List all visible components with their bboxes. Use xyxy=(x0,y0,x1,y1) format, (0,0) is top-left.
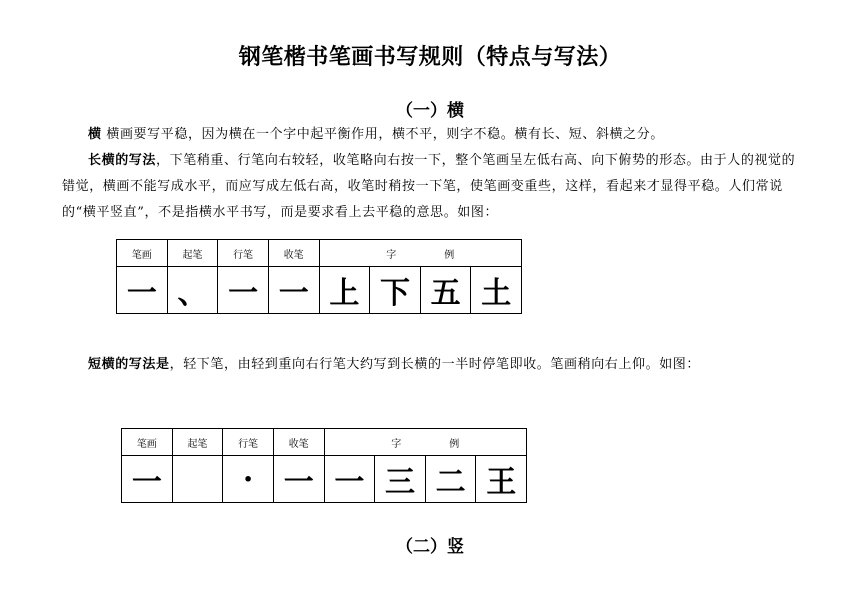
paragraph-long-heng xyxy=(62,148,802,226)
cell-example-2: 三 xyxy=(375,456,426,503)
text-short-heng: ，轻下笔，由轻到重向右行笔大约写到长横的一半时停笔即收。笔画稍向右上仰。如图： xyxy=(169,357,701,372)
section-heading-shu: （二）竖 xyxy=(396,537,464,557)
stroke-table-long-heng xyxy=(116,239,522,314)
term-heng: 横 xyxy=(88,127,102,142)
header-qibi: 起笔 xyxy=(172,429,223,456)
cell-xingbi: 一 xyxy=(218,267,269,314)
cell-example-4: 王 xyxy=(476,456,527,503)
cell-xingbi: · xyxy=(223,456,274,503)
table-header-row xyxy=(117,240,522,267)
paragraph-heng-intro xyxy=(62,122,802,148)
cell-example-3: 五 xyxy=(420,267,471,314)
section-heading-heng: （一）横 xyxy=(396,101,464,121)
page-title: 钢笔楷书笔画书写规则（特点与写法） xyxy=(238,45,622,70)
cell-example-4: 土 xyxy=(471,267,522,314)
cell-shoubi: 一 xyxy=(273,456,324,503)
term-long-heng: 长横的写法 xyxy=(88,153,157,168)
header-qibi: 起笔 xyxy=(167,240,218,267)
header-ziti: 字 例 xyxy=(319,240,522,267)
header-bihua: 笔画 xyxy=(117,240,168,267)
cell-example-1: 上 xyxy=(319,267,370,314)
header-xingbi: 行笔 xyxy=(218,240,269,267)
header-shoubi: 收笔 xyxy=(268,240,319,267)
header-xingbi: 行笔 xyxy=(223,429,274,456)
cell-example-1: 一 xyxy=(324,456,375,503)
paragraph-short-heng xyxy=(62,352,802,378)
table-row xyxy=(122,456,527,503)
header-ziti: 字 例 xyxy=(324,429,527,456)
table-header-row xyxy=(122,429,527,456)
header-shoubi: 收笔 xyxy=(273,429,324,456)
cell-qibi: 、 xyxy=(167,267,218,314)
cell-shoubi: 一 xyxy=(268,267,319,314)
text-heng-intro: 横画要写平稳，因为横在一个字中起平衡作用，横不平，则字不稳。横有长、短、斜横之分。 xyxy=(101,127,664,142)
table-row xyxy=(117,267,522,314)
cell-bihua: 一 xyxy=(117,267,168,314)
cell-example-3: 二 xyxy=(425,456,476,503)
term-short-heng: 短横的写法是 xyxy=(88,357,170,372)
header-bihua: 笔画 xyxy=(122,429,173,456)
text-long-heng: ，下笔稍重、行笔向右较轻，收笔略向右按一下，整个笔画呈左低右高、向下俯势的形态。由于人的视觉的错觉，横画不能写成水平，而应写成左低右高，收笔时稍按一下笔，使笔画变重些，这样，看起来才显得平稳。人们常说的“横平竖直”，不是指横水平书写，而是要求看上去平稳的意思。如图： xyxy=(62,153,796,220)
cell-qibi xyxy=(172,456,223,503)
cell-bihua: 一 xyxy=(122,456,173,503)
cell-example-2: 下 xyxy=(370,267,421,314)
stroke-table-short-heng xyxy=(121,428,527,503)
